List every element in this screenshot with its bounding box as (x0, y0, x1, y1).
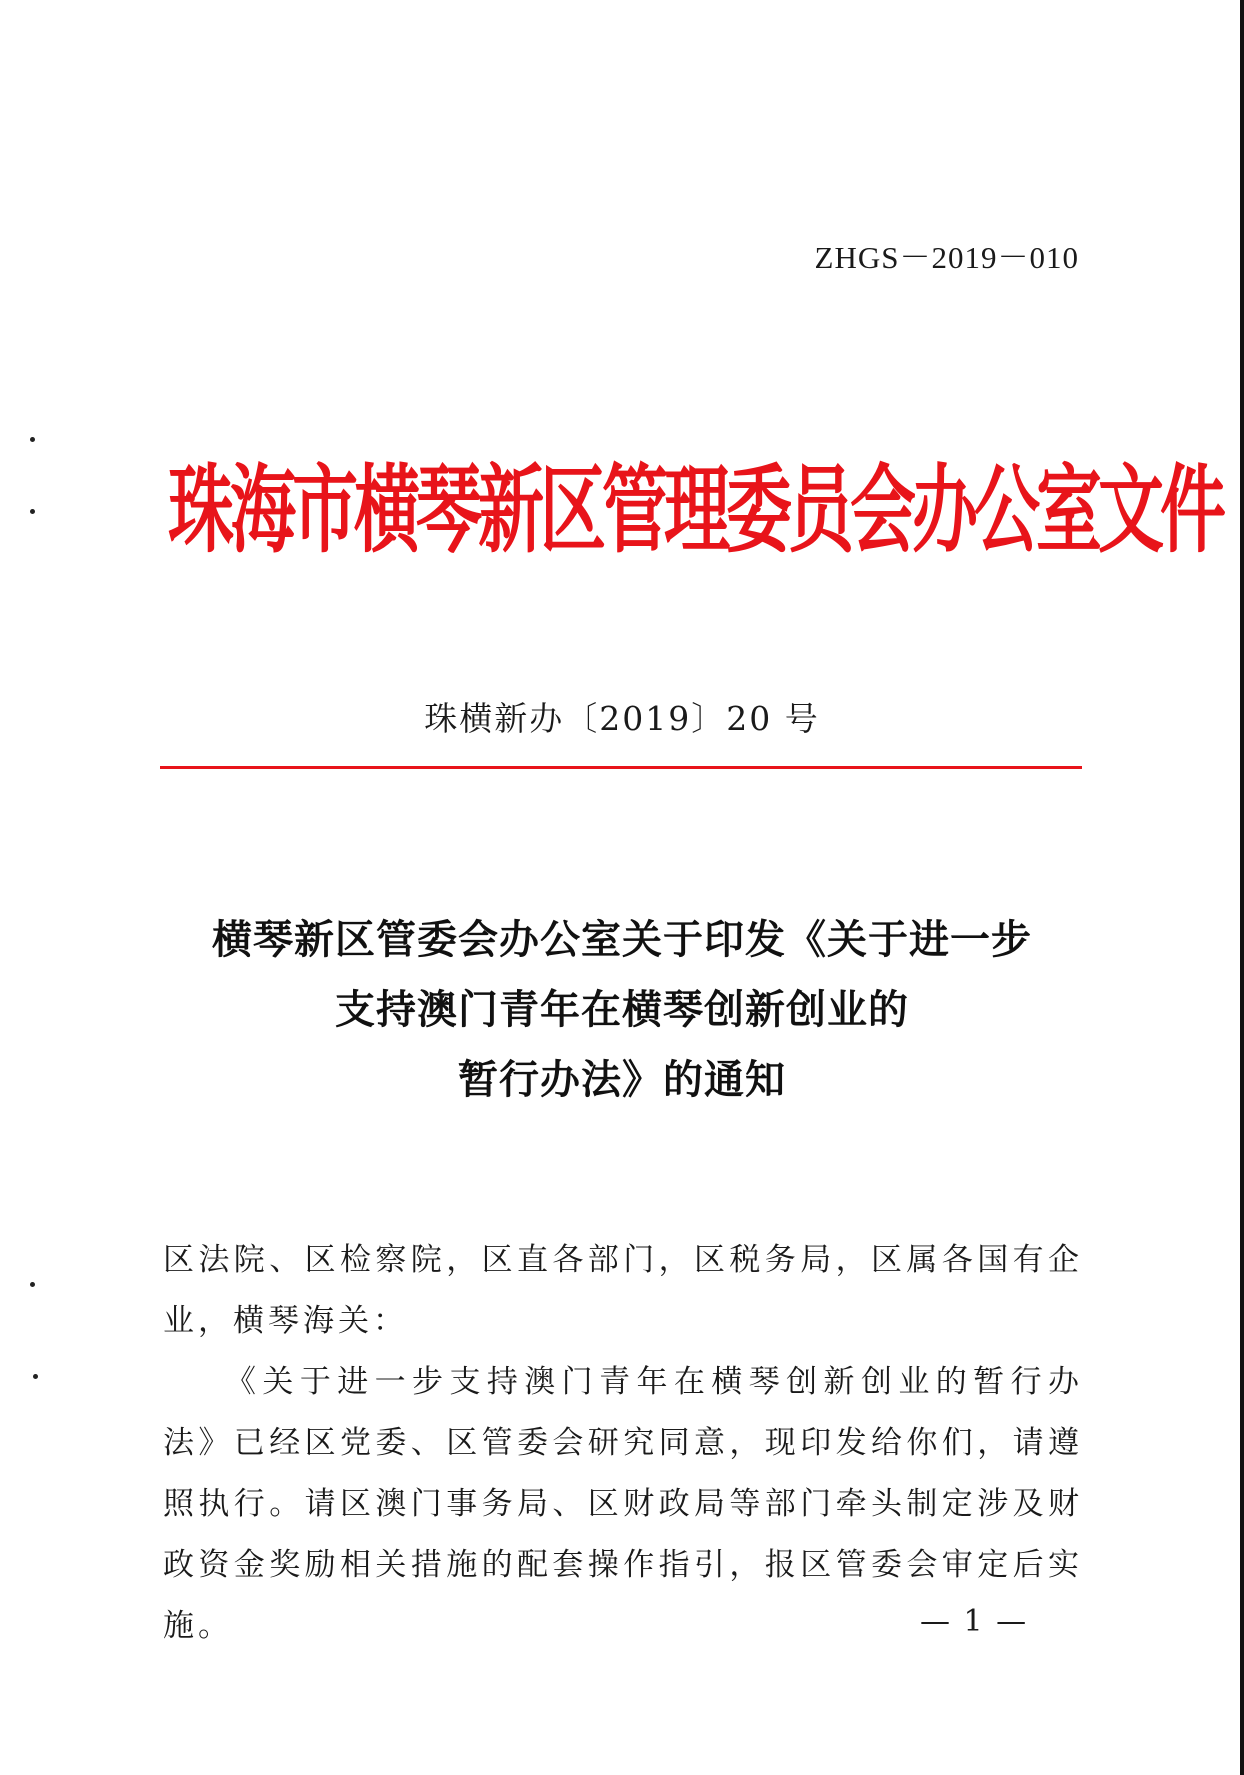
scan-artifact-dot (30, 1282, 35, 1287)
scan-artifact-dot (30, 509, 35, 514)
addressee-line: 区法院、区检察院，区直各部门，区税务局，区属各国有企业，横琴海关： (163, 1242, 1083, 1339)
title-line-3: 暂行办法》的通知 (458, 1057, 786, 1103)
page-number: — 1 — (920, 1604, 1029, 1639)
document-code: ZHGS－2019－010 (814, 240, 1079, 275)
scan-artifact-dot (33, 1374, 38, 1379)
document-masthead: 珠海市横琴新区管理委员会办公室文件 (168, 454, 1222, 567)
document-title (0, 905, 1244, 1115)
scan-page-edge (1240, 0, 1244, 1775)
document-body (163, 1230, 1083, 1657)
title-line-2: 支持澳门青年在横琴创新创业的 (335, 987, 909, 1033)
title-line-1: 横琴新区管委会办公室关于印发《关于进一步 (212, 917, 1032, 963)
masthead-red-divider (160, 766, 1082, 769)
body-paragraph: 《关于进一步支持澳门青年在横琴创新创业的暂行办法》已经区党委、区管委会研究同意，现印发给你们，请遵照执行。请区澳门事务局、区财政局等部门牵头制定涉及财政资金奖励相关措施的配套操作指引，报区管委会审定后实施。 (163, 1364, 1083, 1644)
document-number: 珠横新办〔2019〕20 号 (424, 699, 820, 738)
scan-artifact-dot (30, 437, 35, 442)
